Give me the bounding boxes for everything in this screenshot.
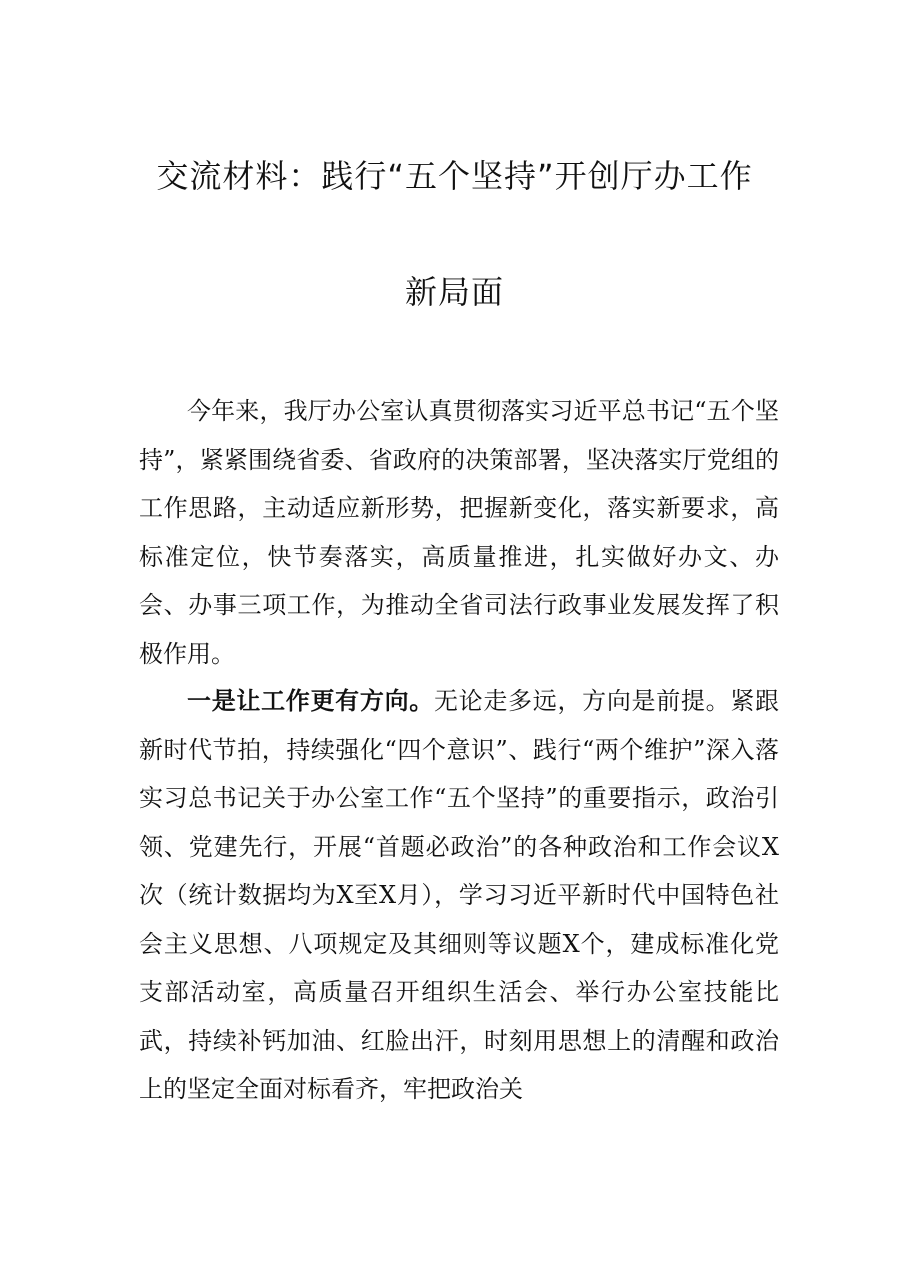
paragraph-direction [139, 677, 779, 1114]
paragraph-direction-text: 无论走多远，方向是前提。紧跟新时代节拍，持续强化“四个意识”、践行“两个维护”深入落实习总书记关于办公室工作“五个坚持”的重要指示，政治引领、党建先行，开展“首题必政治”的各种政治和工作会议X次（统计数据均为X至X月），学习习近平新时代中国特色社会主义思想、八项规定及其细则等议题X个，建成标准化党支部活动室，高质量召开组织生活会、举行办公室技能比武，持续补钙加油、红脸出汗，时刻用思想上的清醒和政治上的坚定全面对标看齐，牢把政治关 [139, 687, 780, 1103]
document-title-line-2: 新局面 [404, 273, 504, 311]
document-title-line-1: 交流材料：践行“五个坚持”开创厅办工作 [156, 157, 753, 195]
paragraph-intro [139, 387, 779, 678]
paragraph-direction-lead: 一是让工作更有方向。 [187, 687, 434, 715]
paragraph-intro-text: 今年来，我厅办公室认真贯彻落实习近平总书记“五个坚持”，紧紧围绕省委、省政府的决策部署，坚决落实厅党组的工作思路，主动适应新形势，把握新变化，落实新要求，高标准定位，快节奏落实，高质量推进，扎实做好办文、办会、办事三项工作，为推动全省司法行政事业发展发挥了积极作用。 [139, 397, 779, 668]
